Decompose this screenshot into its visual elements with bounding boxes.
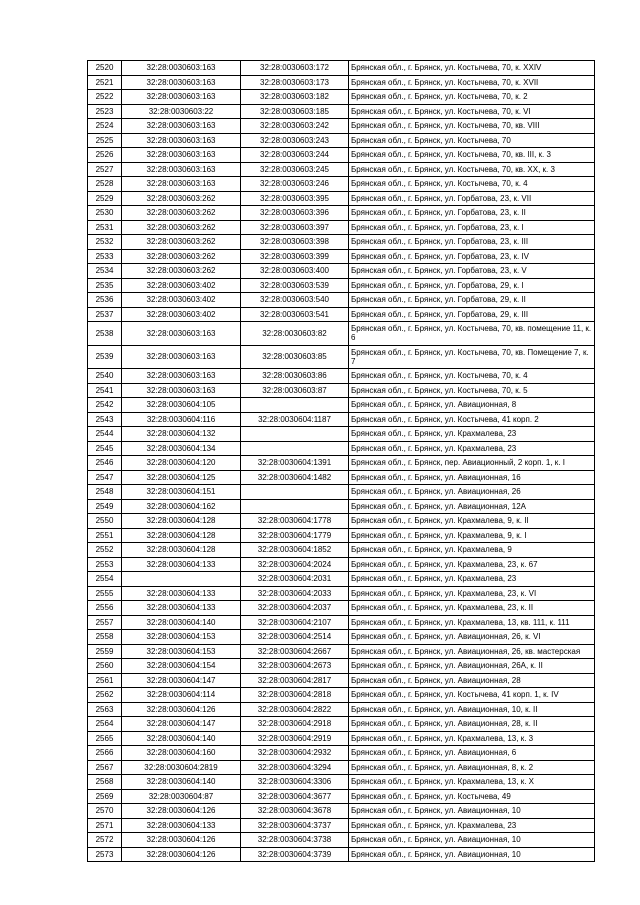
parent-cadastral-number-cell: 32:28:0030604:114	[122, 688, 241, 703]
row-number-cell: 2566	[88, 746, 122, 761]
cadastral-number-cell: 32:28:0030603:396	[241, 206, 349, 221]
parent-cadastral-number-cell: 32:28:0030604:151	[122, 485, 241, 500]
row-number-cell: 2569	[88, 789, 122, 804]
cadastral-number-cell: 32:28:0030603:398	[241, 235, 349, 250]
parent-cadastral-number-cell: 32:28:0030603:262	[122, 249, 241, 264]
address-cell: Брянская обл., г. Брянск, ул. Горбатова, 23, к. III	[349, 235, 595, 250]
cadastral-number-cell: 32:28:0030603:540	[241, 293, 349, 308]
parent-cadastral-number-cell: 32:28:0030604:2819	[122, 760, 241, 775]
parent-cadastral-number-cell: 32:28:0030604:126	[122, 804, 241, 819]
row-number-cell: 2541	[88, 383, 122, 398]
table-row	[88, 383, 595, 398]
cadastral-number-cell: 32:28:0030604:2673	[241, 659, 349, 674]
parent-cadastral-number-cell: 32:28:0030604:147	[122, 673, 241, 688]
row-number-cell: 2531	[88, 220, 122, 235]
row-number-cell: 2559	[88, 644, 122, 659]
table-row	[88, 731, 595, 746]
table-row	[88, 119, 595, 134]
parent-cadastral-number-cell: 32:28:0030604:153	[122, 630, 241, 645]
row-number-cell: 2537	[88, 307, 122, 322]
parent-cadastral-number-cell: 32:28:0030604:128	[122, 528, 241, 543]
cadastral-number-cell: 32:28:0030604:1482	[241, 470, 349, 485]
row-number-cell: 2558	[88, 630, 122, 645]
row-number-cell: 2522	[88, 90, 122, 105]
address-cell: Брянская обл., г. Брянск, ул. Авиационная, 8	[349, 398, 595, 413]
table-row	[88, 746, 595, 761]
parent-cadastral-number-cell: 32:28:0030603:402	[122, 278, 241, 293]
table-row	[88, 659, 595, 674]
cadastral-number-cell: 32:28:0030603:85	[241, 345, 349, 369]
row-number-cell: 2564	[88, 717, 122, 732]
row-number-cell: 2555	[88, 586, 122, 601]
parent-cadastral-number-cell: 32:28:0030604:140	[122, 615, 241, 630]
row-number-cell: 2544	[88, 427, 122, 442]
cadastral-number-cell	[241, 441, 349, 456]
address-cell: Брянская обл., г. Брянск, ул. Горбатова, 23, к. VII	[349, 191, 595, 206]
row-number-cell: 2570	[88, 804, 122, 819]
address-cell: Брянская обл., г. Брянск, ул. Крахмалева, 9	[349, 543, 595, 558]
address-cell: Брянская обл., г. Брянск, ул. Авиационная, 10	[349, 833, 595, 848]
table-row	[88, 264, 595, 279]
address-cell: Брянская обл., г. Брянск, ул. Крахмалева, 13, к. 3	[349, 731, 595, 746]
parent-cadastral-number-cell: 32:28:0030604:126	[122, 833, 241, 848]
row-number-cell: 2545	[88, 441, 122, 456]
cadastral-number-cell: 32:28:0030604:3677	[241, 789, 349, 804]
row-number-cell: 2535	[88, 278, 122, 293]
parent-cadastral-number-cell: 32:28:0030604:116	[122, 412, 241, 427]
row-number-cell: 2536	[88, 293, 122, 308]
cadastral-number-cell: 32:28:0030604:2818	[241, 688, 349, 703]
row-number-cell: 2523	[88, 104, 122, 119]
cadastral-number-cell: 32:28:0030604:3737	[241, 818, 349, 833]
parent-cadastral-number-cell: 32:28:0030604:134	[122, 441, 241, 456]
row-number-cell: 2550	[88, 514, 122, 529]
row-number-cell: 2520	[88, 61, 122, 76]
address-cell: Брянская обл., г. Брянск, ул. Авиационная, 16	[349, 470, 595, 485]
address-cell: Брянская обл., г. Брянск, ул. Крахмалева, 23, к. VI	[349, 586, 595, 601]
parent-cadastral-number-cell: 32:28:0030604:133	[122, 586, 241, 601]
cadastral-number-cell: 32:28:0030604:3678	[241, 804, 349, 819]
address-cell: Брянская обл., г. Брянск, ул. Костычева, 70, к. XXIV	[349, 61, 595, 76]
address-cell: Брянская обл., г. Брянск, ул. Горбатова, 23, к. II	[349, 206, 595, 221]
parent-cadastral-number-cell: 32:28:0030603:163	[122, 119, 241, 134]
address-cell: Брянская обл., г. Брянск, ул. Авиационная, 8, к. 2	[349, 760, 595, 775]
address-cell: Брянская обл., г. Брянск, ул. Крахмалева, 23	[349, 818, 595, 833]
parent-cadastral-number-cell: 32:28:0030604:133	[122, 818, 241, 833]
parent-cadastral-number-cell: 32:28:0030603:163	[122, 383, 241, 398]
address-cell: Брянская обл., г. Брянск, ул. Костычева, 70, кв. VIII	[349, 119, 595, 134]
table-row	[88, 833, 595, 848]
cadastral-number-cell: 32:28:0030604:2817	[241, 673, 349, 688]
row-number-cell: 2527	[88, 162, 122, 177]
address-cell: Брянская обл., г. Брянск, ул. Крахмалева, 23, к. 67	[349, 557, 595, 572]
address-cell: Брянская обл., г. Брянск, ул. Авиационная, 10	[349, 847, 595, 862]
parent-cadastral-number-cell: 32:28:0030604:128	[122, 514, 241, 529]
cadastral-number-cell: 32:28:0030604:1391	[241, 456, 349, 471]
parent-cadastral-number-cell: 32:28:0030603:163	[122, 369, 241, 384]
row-number-cell: 2540	[88, 369, 122, 384]
table-row	[88, 456, 595, 471]
parent-cadastral-number-cell: 32:28:0030603:163	[122, 345, 241, 369]
cadastral-number-cell	[241, 398, 349, 413]
parent-cadastral-number-cell: 32:28:0030603:262	[122, 220, 241, 235]
table-row	[88, 191, 595, 206]
parent-cadastral-number-cell: 32:28:0030603:163	[122, 177, 241, 192]
parent-cadastral-number-cell: 32:28:0030604:105	[122, 398, 241, 413]
parent-cadastral-number-cell: 32:28:0030604:126	[122, 847, 241, 862]
parent-cadastral-number-cell: 32:28:0030604:154	[122, 659, 241, 674]
cadastral-number-cell: 32:28:0030604:2514	[241, 630, 349, 645]
table-row	[88, 220, 595, 235]
address-cell: Брянская обл., г. Брянск, ул. Костычева, 70, к. 5	[349, 383, 595, 398]
parent-cadastral-number-cell: 32:28:0030603:22	[122, 104, 241, 119]
parent-cadastral-number-cell: 32:28:0030604:126	[122, 702, 241, 717]
parent-cadastral-number-cell: 32:28:0030604:133	[122, 601, 241, 616]
address-cell: Брянская обл., г. Брянск, ул. Крахмалева, 9, к. I	[349, 528, 595, 543]
row-number-cell: 2549	[88, 499, 122, 514]
row-number-cell: 2546	[88, 456, 122, 471]
property-table-body	[88, 61, 595, 862]
address-cell: Брянская обл., г. Брянск, ул. Крахмалева, 23	[349, 572, 595, 587]
row-number-cell: 2551	[88, 528, 122, 543]
row-number-cell: 2573	[88, 847, 122, 862]
row-number-cell: 2548	[88, 485, 122, 500]
cadastral-number-cell: 32:28:0030604:2918	[241, 717, 349, 732]
cadastral-number-cell: 32:28:0030603:172	[241, 61, 349, 76]
parent-cadastral-number-cell: 32:28:0030603:262	[122, 206, 241, 221]
address-cell: Брянская обл., г. Брянск, ул. Авиационная, 26, кв. мастерская	[349, 644, 595, 659]
address-cell: Брянская обл., г. Брянск, ул. Крахмалева, 23, к. II	[349, 601, 595, 616]
address-cell: Брянская обл., г. Брянск, ул. Авиационная, 10	[349, 804, 595, 819]
address-cell: Брянская обл., г. Брянск, ул. Костычева, 70, к. VI	[349, 104, 595, 119]
property-table	[87, 60, 595, 862]
row-number-cell: 2532	[88, 235, 122, 250]
table-row	[88, 789, 595, 804]
table-row	[88, 441, 595, 456]
address-cell: Брянская обл., г. Брянск, ул. Крахмалева, 23	[349, 427, 595, 442]
cadastral-number-cell: 32:28:0030604:2107	[241, 615, 349, 630]
row-number-cell: 2571	[88, 818, 122, 833]
address-cell: Брянская обл., г. Брянск, ул. Костычева, 49	[349, 789, 595, 804]
address-cell: Брянская обл., г. Брянск, ул. Костычева, 70, кв. III, к. 3	[349, 148, 595, 163]
address-cell: Брянская обл., г. Брянск, ул. Горбатова, 23, к. IV	[349, 249, 595, 264]
table-row	[88, 398, 595, 413]
row-number-cell: 2539	[88, 345, 122, 369]
table-row	[88, 235, 595, 250]
cadastral-number-cell: 32:28:0030603:86	[241, 369, 349, 384]
address-cell: Брянская обл., г. Брянск, ул. Горбатова, 23, к. V	[349, 264, 595, 279]
parent-cadastral-number-cell	[122, 572, 241, 587]
parent-cadastral-number-cell: 32:28:0030603:163	[122, 322, 241, 346]
cadastral-number-cell: 32:28:0030604:2037	[241, 601, 349, 616]
row-number-cell: 2567	[88, 760, 122, 775]
cadastral-number-cell: 32:28:0030603:541	[241, 307, 349, 322]
row-number-cell: 2521	[88, 75, 122, 90]
cadastral-number-cell: 32:28:0030603:182	[241, 90, 349, 105]
address-cell: Брянская обл., г. Брянск, ул. Крахмалева, 13, к. X	[349, 775, 595, 790]
parent-cadastral-number-cell: 32:28:0030604:132	[122, 427, 241, 442]
parent-cadastral-number-cell: 32:28:0030603:262	[122, 235, 241, 250]
row-number-cell: 2538	[88, 322, 122, 346]
table-row	[88, 586, 595, 601]
cadastral-number-cell: 32:28:0030603:246	[241, 177, 349, 192]
address-cell: Брянская обл., г. Брянск, ул. Крахмалева, 23	[349, 441, 595, 456]
row-number-cell: 2547	[88, 470, 122, 485]
cadastral-number-cell: 32:28:0030603:245	[241, 162, 349, 177]
row-number-cell: 2565	[88, 731, 122, 746]
row-number-cell: 2553	[88, 557, 122, 572]
table-row	[88, 412, 595, 427]
row-number-cell: 2572	[88, 833, 122, 848]
parent-cadastral-number-cell: 32:28:0030603:262	[122, 191, 241, 206]
row-number-cell: 2556	[88, 601, 122, 616]
cadastral-number-cell: 32:28:0030604:2031	[241, 572, 349, 587]
table-row	[88, 615, 595, 630]
row-number-cell: 2561	[88, 673, 122, 688]
cadastral-number-cell: 32:28:0030604:1779	[241, 528, 349, 543]
cadastral-number-cell: 32:28:0030604:2919	[241, 731, 349, 746]
parent-cadastral-number-cell: 32:28:0030604:120	[122, 456, 241, 471]
row-number-cell: 2529	[88, 191, 122, 206]
parent-cadastral-number-cell: 32:28:0030603:163	[122, 75, 241, 90]
cadastral-number-cell: 32:28:0030604:3738	[241, 833, 349, 848]
table-row	[88, 804, 595, 819]
cadastral-number-cell	[241, 485, 349, 500]
row-number-cell: 2557	[88, 615, 122, 630]
cadastral-number-cell: 32:28:0030604:1187	[241, 412, 349, 427]
parent-cadastral-number-cell: 32:28:0030604:147	[122, 717, 241, 732]
table-row	[88, 427, 595, 442]
parent-cadastral-number-cell: 32:28:0030603:163	[122, 162, 241, 177]
table-row	[88, 499, 595, 514]
table-row	[88, 688, 595, 703]
cadastral-number-cell: 32:28:0030603:243	[241, 133, 349, 148]
row-number-cell: 2552	[88, 543, 122, 558]
table-row	[88, 557, 595, 572]
address-cell: Брянская обл., г. Брянск, ул. Горбатова, 23, к. I	[349, 220, 595, 235]
parent-cadastral-number-cell: 32:28:0030604:153	[122, 644, 241, 659]
table-row	[88, 601, 595, 616]
cadastral-number-cell: 32:28:0030604:3294	[241, 760, 349, 775]
table-row	[88, 345, 595, 369]
cadastral-number-cell: 32:28:0030603:399	[241, 249, 349, 264]
address-cell: Брянская обл., г. Брянск, ул. Авиационная, 26	[349, 485, 595, 500]
cadastral-number-cell: 32:28:0030604:1852	[241, 543, 349, 558]
parent-cadastral-number-cell: 32:28:0030603:163	[122, 148, 241, 163]
table-row	[88, 760, 595, 775]
cadastral-number-cell: 32:28:0030604:2033	[241, 586, 349, 601]
table-row	[88, 293, 595, 308]
parent-cadastral-number-cell: 32:28:0030603:402	[122, 307, 241, 322]
row-number-cell: 2560	[88, 659, 122, 674]
row-number-cell: 2528	[88, 177, 122, 192]
address-cell: Брянская обл., г. Брянск, ул. Костычева, 70	[349, 133, 595, 148]
table-row	[88, 249, 595, 264]
table-row	[88, 90, 595, 105]
table-row	[88, 369, 595, 384]
parent-cadastral-number-cell: 32:28:0030603:163	[122, 90, 241, 105]
address-cell: Брянская обл., г. Брянск, ул. Авиационная, 28	[349, 673, 595, 688]
address-cell: Брянская обл., г. Брянск, ул. Горбатова, 29, к. II	[349, 293, 595, 308]
cadastral-number-cell: 32:28:0030604:1778	[241, 514, 349, 529]
parent-cadastral-number-cell: 32:28:0030604:140	[122, 731, 241, 746]
cadastral-number-cell: 32:28:0030603:400	[241, 264, 349, 279]
table-row	[88, 206, 595, 221]
table-row	[88, 61, 595, 76]
cadastral-number-cell	[241, 427, 349, 442]
cadastral-number-cell: 32:28:0030603:82	[241, 322, 349, 346]
cadastral-number-cell: 32:28:0030603:244	[241, 148, 349, 163]
address-cell: Брянская обл., г. Брянск, ул. Костычева, 70, к. 4	[349, 369, 595, 384]
address-cell: Брянская обл., г. Брянск, ул. Костычева, 41 корп. 1, к. IV	[349, 688, 595, 703]
cadastral-number-cell: 32:28:0030603:395	[241, 191, 349, 206]
address-cell: Брянская обл., г. Брянск, ул. Авиационная, 10, к. II	[349, 702, 595, 717]
row-number-cell: 2524	[88, 119, 122, 134]
table-row	[88, 485, 595, 500]
table-row	[88, 75, 595, 90]
table-row	[88, 177, 595, 192]
parent-cadastral-number-cell: 32:28:0030604:87	[122, 789, 241, 804]
table-row	[88, 702, 595, 717]
row-number-cell: 2562	[88, 688, 122, 703]
table-row	[88, 104, 595, 119]
parent-cadastral-number-cell: 32:28:0030604:160	[122, 746, 241, 761]
table-row	[88, 148, 595, 163]
cadastral-number-cell: 32:28:0030603:397	[241, 220, 349, 235]
row-number-cell: 2563	[88, 702, 122, 717]
cadastral-number-cell: 32:28:0030603:87	[241, 383, 349, 398]
address-cell: Брянская обл., г. Брянск, ул. Костычева, 70, к. 2	[349, 90, 595, 105]
address-cell: Брянская обл., г. Брянск, ул. Авиационная, 28, к. II	[349, 717, 595, 732]
address-cell: Брянская обл., г. Брянск, ул. Крахмалева, 13, кв. 111, к. 111	[349, 615, 595, 630]
row-number-cell: 2554	[88, 572, 122, 587]
address-cell: Брянская обл., г. Брянск, ул. Авиационная, 26А, к. II	[349, 659, 595, 674]
table-row	[88, 528, 595, 543]
address-cell: Брянская обл., г. Брянск, ул. Костычева, 70, кв. помещение 11, к. 6	[349, 322, 595, 346]
parent-cadastral-number-cell: 32:28:0030604:133	[122, 557, 241, 572]
address-cell: Брянская обл., г. Брянск, пер. Авиационный, 2 корп. 1, к. I	[349, 456, 595, 471]
parent-cadastral-number-cell: 32:28:0030604:128	[122, 543, 241, 558]
address-cell: Брянская обл., г. Брянск, ул. Горбатова, 29, к. III	[349, 307, 595, 322]
cadastral-number-cell: 32:28:0030604:2024	[241, 557, 349, 572]
cadastral-number-cell: 32:28:0030603:539	[241, 278, 349, 293]
row-number-cell: 2530	[88, 206, 122, 221]
table-row	[88, 470, 595, 485]
table-row	[88, 543, 595, 558]
cadastral-number-cell	[241, 499, 349, 514]
cadastral-number-cell: 32:28:0030603:242	[241, 119, 349, 134]
address-cell: Брянская обл., г. Брянск, ул. Костычева, 70, к. XVII	[349, 75, 595, 90]
row-number-cell: 2543	[88, 412, 122, 427]
address-cell: Брянская обл., г. Брянск, ул. Авиационная, 26, к. VI	[349, 630, 595, 645]
cadastral-number-cell: 32:28:0030604:2932	[241, 746, 349, 761]
address-cell: Брянская обл., г. Брянск, ул. Костычева, 41 корп. 2	[349, 412, 595, 427]
cadastral-number-cell: 32:28:0030604:3739	[241, 847, 349, 862]
table-row	[88, 514, 595, 529]
parent-cadastral-number-cell: 32:28:0030604:162	[122, 499, 241, 514]
table-row	[88, 673, 595, 688]
row-number-cell: 2533	[88, 249, 122, 264]
row-number-cell: 2568	[88, 775, 122, 790]
address-cell: Брянская обл., г. Брянск, ул. Костычева, 70, к. 4	[349, 177, 595, 192]
row-number-cell: 2542	[88, 398, 122, 413]
parent-cadastral-number-cell: 32:28:0030603:163	[122, 133, 241, 148]
table-row	[88, 133, 595, 148]
table-row	[88, 322, 595, 346]
address-cell: Брянская обл., г. Брянск, ул. Костычева, 70, кв. Помещение 7, к. 7	[349, 345, 595, 369]
cadastral-number-cell: 32:28:0030604:3306	[241, 775, 349, 790]
table-row	[88, 572, 595, 587]
table-row	[88, 307, 595, 322]
address-cell: Брянская обл., г. Брянск, ул. Крахмалева, 9, к. II	[349, 514, 595, 529]
address-cell: Брянская обл., г. Брянск, ул. Горбатова, 29, к. I	[349, 278, 595, 293]
table-row	[88, 278, 595, 293]
parent-cadastral-number-cell: 32:28:0030604:140	[122, 775, 241, 790]
cadastral-number-cell: 32:28:0030604:2667	[241, 644, 349, 659]
parent-cadastral-number-cell: 32:28:0030603:402	[122, 293, 241, 308]
parent-cadastral-number-cell: 32:28:0030604:125	[122, 470, 241, 485]
table-row	[88, 818, 595, 833]
address-cell: Брянская обл., г. Брянск, ул. Авиационная, 12А	[349, 499, 595, 514]
table-row	[88, 644, 595, 659]
address-cell: Брянская обл., г. Брянск, ул. Авиационная, 6	[349, 746, 595, 761]
table-row	[88, 717, 595, 732]
cadastral-number-cell: 32:28:0030603:185	[241, 104, 349, 119]
row-number-cell: 2534	[88, 264, 122, 279]
cadastral-number-cell: 32:28:0030604:2822	[241, 702, 349, 717]
table-row	[88, 775, 595, 790]
parent-cadastral-number-cell: 32:28:0030603:262	[122, 264, 241, 279]
table-row	[88, 162, 595, 177]
parent-cadastral-number-cell: 32:28:0030603:163	[122, 61, 241, 76]
cadastral-number-cell: 32:28:0030603:173	[241, 75, 349, 90]
table-row	[88, 847, 595, 862]
table-row	[88, 630, 595, 645]
address-cell: Брянская обл., г. Брянск, ул. Костычева, 70, кв. XX, к. 3	[349, 162, 595, 177]
row-number-cell: 2525	[88, 133, 122, 148]
row-number-cell: 2526	[88, 148, 122, 163]
